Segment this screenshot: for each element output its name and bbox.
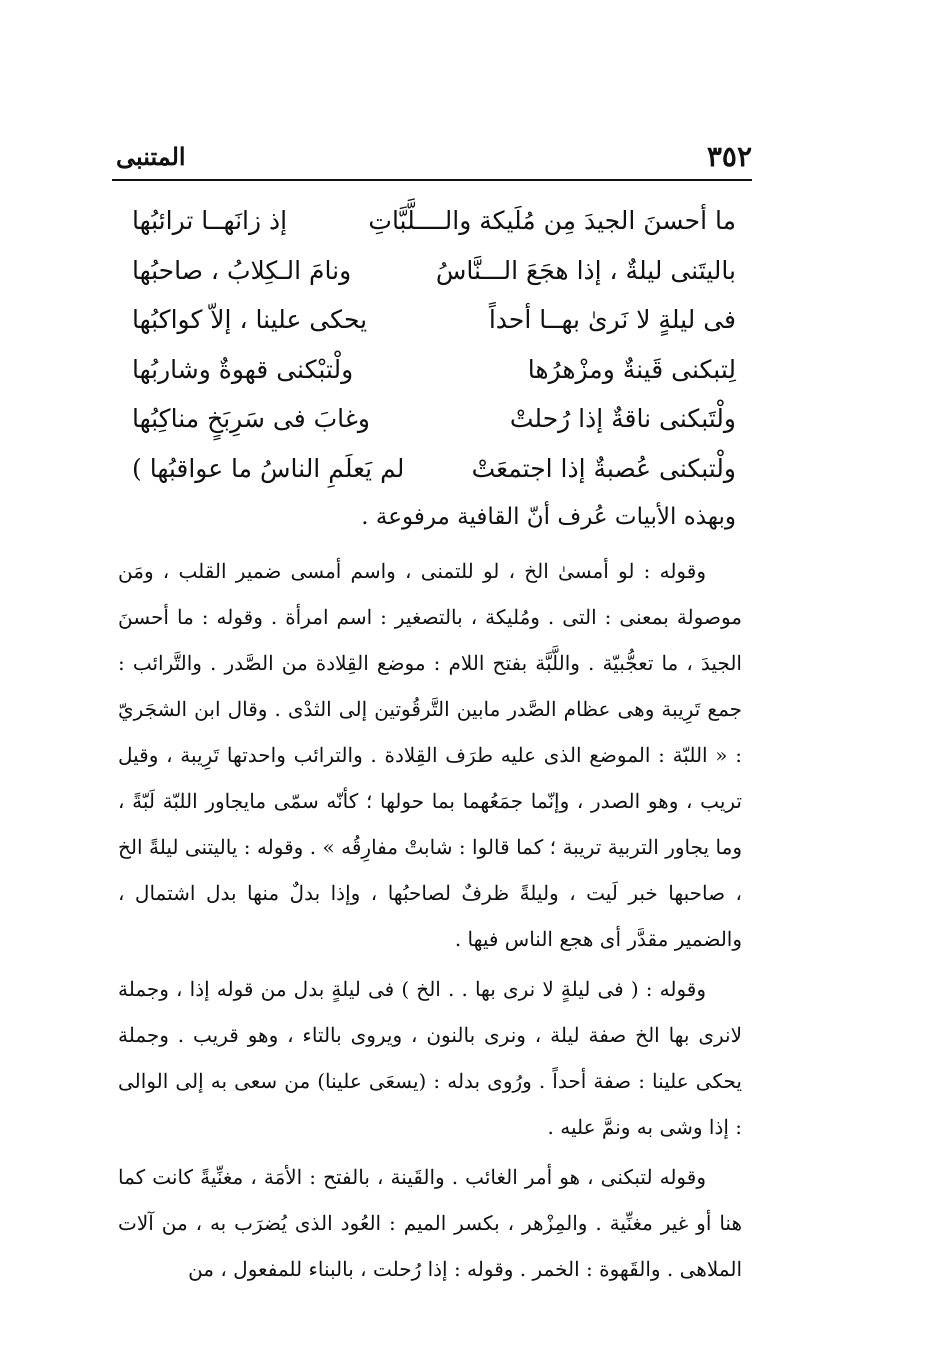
hemistich-second: لم يَعلَمِ الناسُ ما عواقبُها ): [132, 453, 405, 483]
verse-line: [118, 345, 742, 395]
hemistich-first: باليتَنى ليلةٌ ، إذا هجَعَ الـــنَّاسُ: [435, 255, 736, 285]
hemistich-first: فى ليلةٍ لا نَرىٰ بهــا أحداً: [488, 305, 736, 334]
hemistich-first: ولْتبكنى عُصبةٌ إذا اجتمعَتْ: [471, 453, 736, 483]
hemistich-first: ولْتَبكنى ناقةٌ إذا رُحلتْ: [509, 404, 736, 433]
hemistich-second: ولْتبْكنى قهوةٌ وشاربُها: [132, 354, 354, 384]
header-rule: [112, 179, 752, 181]
running-title: المتنبى: [116, 142, 186, 171]
hemistich-second: ونامَ الـكِلابُ ، صاحبُها: [132, 255, 352, 285]
page-body: [118, 196, 742, 1296]
page-header: [112, 138, 752, 174]
commentary-paragraph: وقوله : ( فى ليلةٍ لا نرى بها . . الخ ) فى ليلةٍ بدل من قوله إذا ، وجملة لانرى بها الخ صفة ليلة ، ونرى بالنون ، ويروى بالتاء ، وهو قريب . وجملة يحكى علينا : صفة أحداً . ورُوى بدله : (يسعَى علينا) من سعى به إلى الوالى : إذا وشى به ونمَّ عليه .: [118, 977, 743, 1139]
poem-note: وبهذه الأبيات عُرف أنّ القافية مرفوعة .: [361, 504, 736, 530]
verse-line: [118, 444, 742, 494]
commentary-paragraph: وقوله لتبكنى ، هو أمر الغائب . والقَينة ، بالفتح : الأمَة ، مغنِّيةً كانت كما هنا أو غير مغنِّية . والمِزْهر ، بكسر الميم : العُود الذى يُضرَب به ، من آلات الملاهى . والقَهوة : الخمر . وقوله : إذا رُحلت ، بالبناء للمفعول ، من: [118, 1165, 742, 1281]
hemistich-second: إذ زانَهــا ترائبُها: [132, 206, 288, 235]
page-number: ٣٥٢: [706, 140, 752, 173]
verse-line: [118, 246, 742, 296]
hemistich-first: لِتبكنى قَينةٌ ومزْهرُها: [527, 354, 736, 384]
verse-line: [118, 295, 742, 345]
hemistich-first: ما أحسنَ الجيدَ مِن مُلَيكة والــــلَّبَّاتِ: [368, 206, 736, 235]
hemistich-second: يحكى علينا ، إلاّ كواكبُها: [132, 305, 368, 334]
verse-line: [118, 196, 742, 246]
verse-line: [118, 394, 742, 444]
poem-block: [118, 196, 742, 542]
commentary-paragraph: وقوله : لو أمسىٰ الخ ، لو للتمنى ، واسم أمسى ضمير القلب ، ومَن موصولة بمعنى : التى . ومُليكة ، بالتصغير : اسم امرأة . وقوله : ما أحسنَ الجيدَ ، ما تعجُّبيّة . واللَّبَّة بفتح اللام : موضع القِلادة من الصَّدر . والتَّرائب : جمع تَرِيبة وهى عظام الصَّدر مابين التَّرقُوتين إلى الثدْى . وقال ابن الشجَريّ : « اللبّة : الموضع الذى عليه طرَف القِلادة . والترائب واحدتها تَرِيبة ، وقيل تريب ، وهو الصدر ، وإنّما جمَعُهما بما حولها ؛ كأنّه سمّى مايجاور اللبّة لَبّةً ، وما يجاور التربية تريبة ؛ كما قالوا : شابتْ مفارِقُه » . وقوله : ياليتنى ليلةً الخ ، صاحبها خبر لَيت ، وليلةً ظرفٌ لصاحبُها ، وإذا بدلٌ منها بدل اشتمال ، والضمير مقدَّر أى هجع الناس فيها .: [118, 559, 742, 951]
hemistich-second: وغابَ فى سَرِبَخٍ مناكِبُها: [132, 404, 370, 433]
